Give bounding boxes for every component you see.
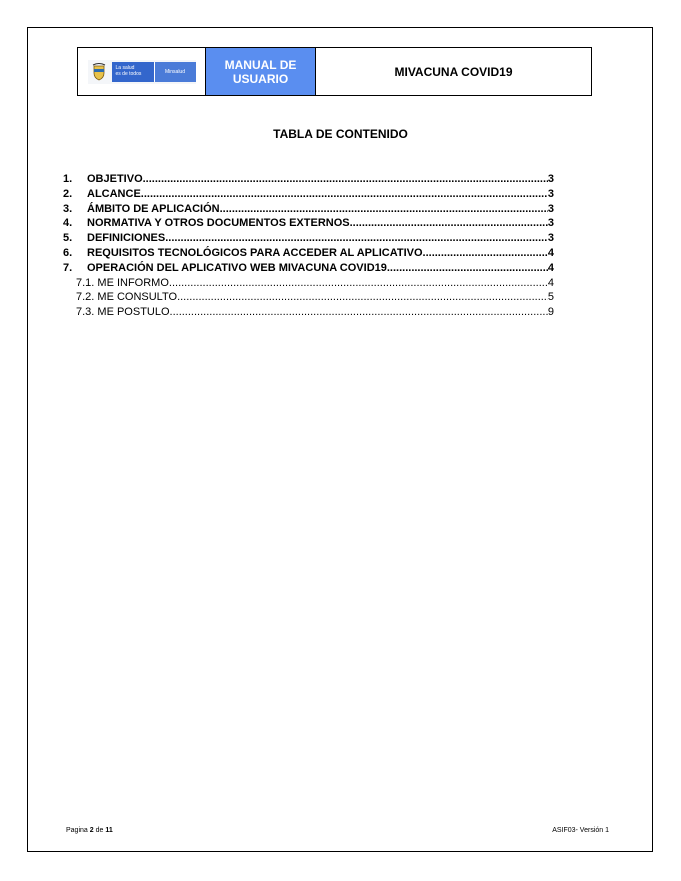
logo-slogan <box>112 62 154 82</box>
document-title: MIVACUNA COVID19 <box>394 64 513 79</box>
toc-entry[interactable] <box>63 262 554 277</box>
toc-leader-dots <box>423 247 548 259</box>
toc-subentry-label: 7.2. ME CONSULTO <box>76 291 178 304</box>
toc-leader-dots <box>170 306 548 318</box>
toc-entry-number: 3. <box>63 202 73 215</box>
toc-leader-dots <box>169 277 548 289</box>
toc-entry-page: 3 <box>547 232 554 245</box>
toc-entry-page: 3 <box>547 217 554 230</box>
toc-subentry[interactable] <box>63 306 554 321</box>
toc-subentry-page: 9 <box>547 306 554 319</box>
toc-leader-dots <box>143 173 548 185</box>
page-current: 2 <box>89 827 94 834</box>
logo-cell <box>78 48 206 95</box>
page-number <box>66 827 113 834</box>
toc-entry-number: 2. <box>63 187 73 200</box>
toc-entry-label: ALCANCE <box>87 187 141 200</box>
document-header <box>77 47 592 96</box>
toc-entry-page: 4 <box>547 261 554 274</box>
toc-leader-dots <box>220 203 548 215</box>
toc-entry-label: NORMATIVA Y OTROS DOCUMENTOS EXTERNOS <box>87 217 350 230</box>
ministry-logo <box>88 60 196 84</box>
page-prefix: Pagina <box>66 827 88 834</box>
page-border <box>27 27 653 852</box>
toc-entry-label: DEFINICIONES <box>87 232 166 245</box>
toc-entry-number: 4. <box>63 217 73 230</box>
toc-leader-dots <box>387 262 548 274</box>
toc-entry[interactable] <box>63 203 554 218</box>
toc-subentry-label: 7.1. ME INFORMO <box>76 276 169 289</box>
toc-entry[interactable] <box>63 188 554 203</box>
toc-entry-label: OPERACIÓN DEL APLICATIVO WEB MIVACUNA COVID19 <box>87 261 387 274</box>
page-of: de <box>95 827 104 834</box>
toc-entry[interactable] <box>63 247 554 262</box>
toc-leader-dots <box>165 232 548 244</box>
toc-entry-number: 1. <box>63 173 73 185</box>
toc-entry[interactable] <box>63 217 554 232</box>
colombia-shield-icon <box>88 61 110 83</box>
logo-text-2: es de todos <box>115 70 142 77</box>
toc-entry-label: OBJETIVO <box>87 173 143 185</box>
toc-subentry-page: 4 <box>547 276 554 289</box>
page-total: 11 <box>105 827 113 834</box>
toc-entry-label: ÁMBITO DE APLICACIÓN <box>87 202 220 215</box>
manual-label-cell <box>206 48 316 95</box>
toc-subentry-page: 5 <box>547 291 554 304</box>
toc-title: TABLA DE CONTENIDO <box>273 127 408 141</box>
logo-ministry: Minsalud <box>155 62 196 82</box>
table-of-contents <box>63 173 554 321</box>
toc-entry-page: 3 <box>547 173 554 185</box>
toc-subentry[interactable] <box>63 291 554 306</box>
logo-text-1: La salud <box>115 64 135 71</box>
toc-entry-number: 5. <box>63 232 73 245</box>
toc-entry[interactable] <box>63 232 554 247</box>
toc-entry-page: 3 <box>547 202 554 215</box>
toc-leader-dots <box>177 291 548 303</box>
toc-entry-number: 6. <box>63 246 73 259</box>
toc-subentry-label: 7.3. ME POSTULO <box>76 306 170 319</box>
toc-entry-page: 4 <box>547 246 554 259</box>
toc-subentry[interactable] <box>63 277 554 292</box>
toc-leader-dots <box>141 188 548 200</box>
manual-line-2: USUARIO <box>232 71 289 86</box>
toc-entry-label: REQUISITOS TECNOLÓGICOS PARA ACCEDER AL APLICATIVO <box>87 246 423 259</box>
toc-leader-dots <box>350 217 548 229</box>
toc-entry-page: 3 <box>547 187 554 200</box>
document-code: ASIF03- Versión 1 <box>552 827 609 834</box>
manual-line-1: MANUAL DE <box>224 57 297 72</box>
toc-entry[interactable] <box>63 173 554 188</box>
toc-entry-number: 7. <box>63 261 73 274</box>
